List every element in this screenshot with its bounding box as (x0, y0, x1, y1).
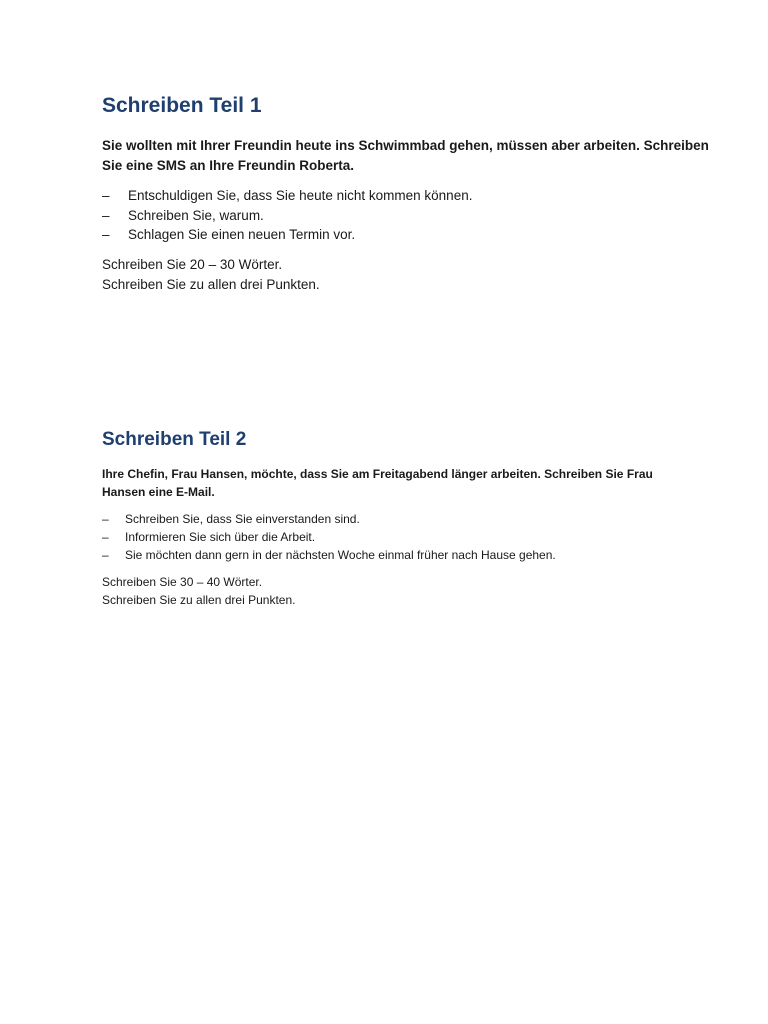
list-item (102, 510, 732, 528)
task-instruction: Ihre Chefin, Frau Hansen, möchte, dass Sie am Freitagabend länger arbeiten. Schreiben Sie Frau Hansen eine E-Mail. (102, 467, 653, 499)
list-item-text: Schreiben Sie, warum. (128, 207, 264, 223)
dash-bullet: – (102, 188, 110, 203)
dash-bullet: – (102, 548, 109, 562)
list-item (102, 206, 732, 226)
list-item-text: Schreiben Sie, dass Sie einverstanden sind. (125, 512, 360, 526)
list-item-text: Sie möchten dann gern in der nächsten Woche einmal früher nach Hause gehen. (125, 548, 556, 562)
section-schreiben-teil-2 (102, 427, 732, 609)
list-item (102, 225, 732, 245)
dash-bullet: – (102, 512, 109, 526)
note-all-points: Schreiben Sie zu allen drei Punkten. (102, 593, 296, 607)
dash-bullet: – (102, 207, 110, 223)
section-schreiben-teil-1 (102, 92, 732, 295)
task-list (102, 510, 732, 564)
task-instruction: Sie wollten mit Ihrer Freundin heute ins Schwimmbad gehen, müssen aber arbeiten. Schreiben Sie eine SMS an Ihre Freundin Roberta. (102, 138, 709, 173)
section-title: Schreiben Teil 1 (102, 94, 262, 117)
word-count-notes (102, 573, 732, 609)
list-item (102, 546, 732, 564)
list-item-text: Schlagen Sie einen neuen Termin vor. (128, 227, 356, 242)
dash-bullet: – (102, 227, 110, 242)
list-item-text: Entschuldigen Sie, dass Sie heute nicht kommen können. (128, 188, 473, 203)
list-item (102, 528, 732, 546)
word-count-notes (102, 255, 732, 295)
note-word-count: Schreiben Sie 20 – 30 Wörter. (102, 256, 283, 272)
list-item (102, 186, 732, 206)
dash-bullet: – (102, 530, 109, 544)
section-title: Schreiben Teil 2 (102, 429, 247, 450)
task-list (102, 186, 732, 245)
list-item-text: Informieren Sie sich über die Arbeit. (125, 530, 316, 544)
note-all-points: Schreiben Sie zu allen drei Punkten. (102, 276, 320, 292)
note-word-count: Schreiben Sie 30 – 40 Wörter. (102, 575, 263, 589)
